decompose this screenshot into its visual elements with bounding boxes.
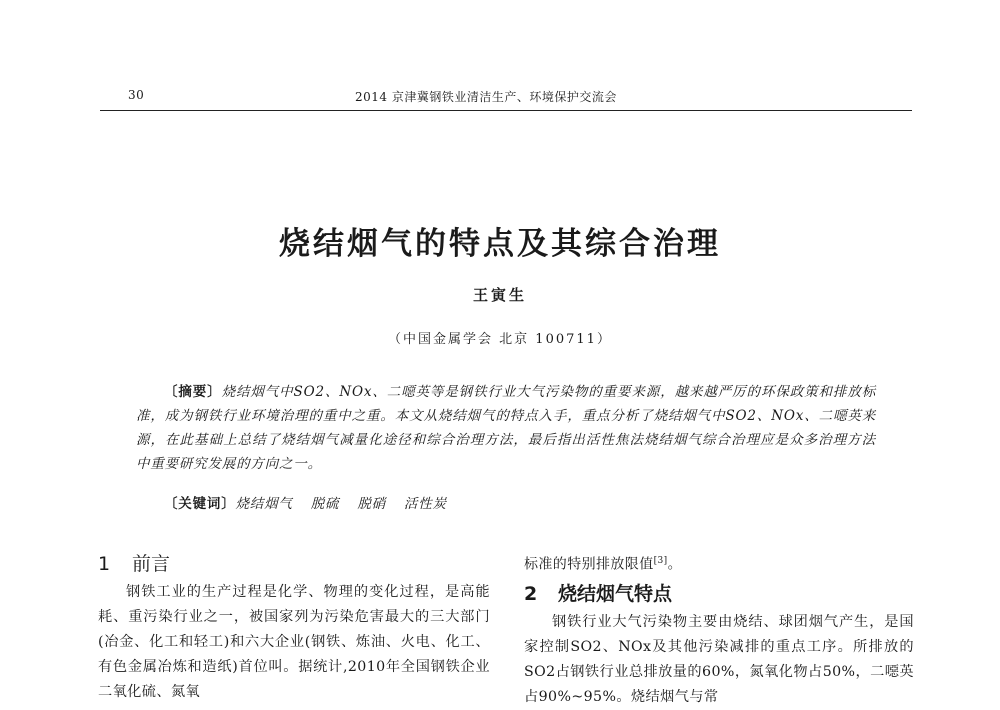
section-title: 烧结烟气特点 [558, 582, 673, 605]
abstract [136, 380, 876, 476]
author-affiliation: （中国金属学会 北京 100711） [388, 332, 612, 347]
left-column [98, 548, 490, 705]
continuation-text [524, 550, 914, 576]
journal-title: 2014 京津冀钢铁业清洁生产、环境保护交流会 [355, 90, 617, 104]
keyword: 脱硫 [310, 496, 340, 512]
article-title: 烧结烟气的特点及其综合治理 [279, 226, 721, 262]
keywords [164, 492, 465, 512]
page-number: 30 [128, 88, 145, 102]
keyword: 烧结烟气 [235, 496, 293, 512]
keyword: 脱硝 [357, 496, 386, 512]
section-body: 钢铁工业的生产过程是化学、物理的变化过程，是高能耗、重污染行业之一，被国家列为污染危害最大的三大部门(冶金、化工和轻工)和六大企业(钢铁、炼油、火电、化工、有色金属冶炼和造纸)首位叫。据统计,2010年全国钢铁企业二氧化硫、氮氧 [98, 584, 490, 700]
section-body: 钢铁行业大气污染物主要由烧结、球团烟气产生，是国家控制SO2、NOx及其他污染减排的重点工序。所排放的SO2占钢铁行业总排放量的60%，氮氧化物占50%，二噁英占90%~95%。烧结烟气与常 [524, 613, 914, 705]
running-head [100, 84, 912, 111]
citation-marker: [3] [653, 556, 668, 566]
keywords-label: 〔关键词〕 [164, 496, 236, 512]
author-name: 王寅生 [472, 286, 527, 304]
abstract-label: 〔摘要〕 [164, 384, 222, 400]
section-number: 2 [524, 582, 538, 605]
keyword: 活性炭 [403, 496, 447, 512]
section-title: 前言 [132, 553, 171, 575]
right-column [524, 550, 914, 710]
continuation-sentence: 标准的特别排放限值 [524, 556, 654, 573]
section-number: 1 [98, 553, 111, 575]
section-heading [524, 578, 914, 610]
section-heading [98, 548, 490, 580]
abstract-text: 烧结烟气中SO2、NOx、二噁英等是钢铁行业大气污染物的重要来源，越来越严厉的环保政策和排放标准，成为钢铁行业环境治理的重中之重。本文从烧结烟气的特点入手，重点分析了烧结烟气中SO2、NOx、二噁英来源，在此基础上总结了烧结烟气减量化途径和综合治理方法，最后指出活性焦法烧结烟气综合治理应是众多治理方法中重要研究发展的方向之一。 [136, 384, 876, 472]
continuation-period: 。 [667, 556, 682, 573]
